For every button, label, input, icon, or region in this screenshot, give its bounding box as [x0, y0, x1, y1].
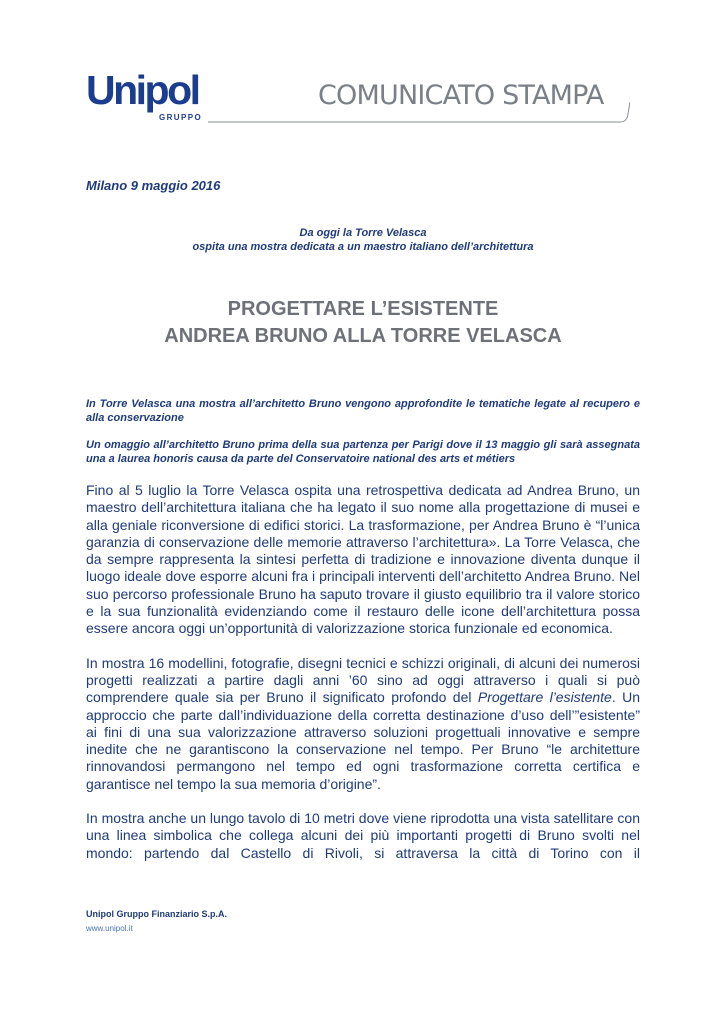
body-paragraph-1: Fino al 5 luglio la Torre Velasca ospita una retrospettiva dedicata ad Andrea Bruno, un maestro dell’architettura italiana che ha legato il suo nome alla progettazione di musei e alla geniale riconversione di edifici storici. La trasformazione, per Andrea Bruno è “l’unica garanzia di conservazione delle memorie attraverso l’architettura». La Torre Velasca, che da sempre rappresenta la sintesi perfetta di tradizione e innovazione diventa dunque il luogo ideale dove esporre alcuni fra i principali interventi dell’architetto Andrea Bruno. Nel suo percorso professionale Bruno ha saputo trovare il giusto equilibrio tra il valore storico e la sua funzionalità evidenziando come il restauro delle icone dell’architettura possa essere ancora oggi un’opportunità di valorizzazione storica funzionale ed economica. — [86, 482, 640, 637]
body-text — [86, 482, 640, 879]
body-paragraph-2-start: In mostra 16 modellini, fotografie, disegni tecnici e schizzi originali, di alcuni dei numerosi progetti realizzati a partire dagli anni ’60 sino ad oggi attraverso i quali si può comprendere quale sia per Bruno il significato profondo del — [86, 654, 640, 706]
footer-company-name: Unipol Gruppo Finanziario S.p.A. — [86, 909, 227, 919]
body-paragraph-2-end: . Un approccio che parte dall’individuazione della corretta destinazione d’uso dell’”esistente” ai fini di una sua valorizzazione attraverso soluzioni progettuali innovative e sempre inedite che ne garantiscono la conservazione nel tempo. Per Bruno “le architetture rinnovandosi permangono nel tempo ed ogni trasformazione corretta certifica e garantisce nel tempo la sua memoria d’origine”. — [86, 689, 640, 792]
footer-website-link[interactable]: www.unipol.it — [86, 924, 133, 933]
unipol-logo — [86, 66, 206, 126]
body-paragraph-2-italic: Progettare l’esistente — [477, 689, 612, 706]
logo-wordmark: Unipol — [86, 67, 199, 113]
body-paragraph-2 — [86, 655, 640, 793]
lead-paragraph-1: In Torre Velasca una mostra all’architetto Bruno vengono approfondite le tematiche legate al recupero e alla conservazione — [86, 398, 640, 424]
header-rule — [208, 100, 630, 126]
subheading-line-2: ospita una mostra dedicata a un maestro italiano dell’architettura — [192, 241, 534, 253]
body-paragraph-3: In mostra anche un lungo tavolo di 10 metri dove viene riprodotta una vista satellitare con una linea simbolica che collega alcuni dei più importanti progetti di Bruno svolti nel mondo: partendo dal Castello di Rivoli, si attraversa la città di Torino con il — [86, 810, 640, 861]
main-title-line-2: ANDREA BRUNO ALLA TORRE VELASCA — [164, 325, 562, 347]
header-title: COMUNICATO STAMPA — [318, 80, 604, 111]
subheading-line-1: Da oggi la Torre Velasca — [299, 227, 427, 239]
logo-subtext: GRUPPO — [159, 113, 203, 122]
subheading — [86, 226, 640, 254]
press-release-date: Milano 9 maggio 2016 — [86, 178, 221, 193]
lead-paragraph-2: Un omaggio all’architetto Bruno prima della sua partenza per Parigi dove il 13 maggio gli sarà assegnata una a laurea honoris causa da parte del Conservatoire national des arts et métiers — [86, 439, 640, 465]
main-title — [86, 296, 640, 350]
main-title-line-1: PROGETTARE L’ESISTENTE — [227, 298, 499, 320]
